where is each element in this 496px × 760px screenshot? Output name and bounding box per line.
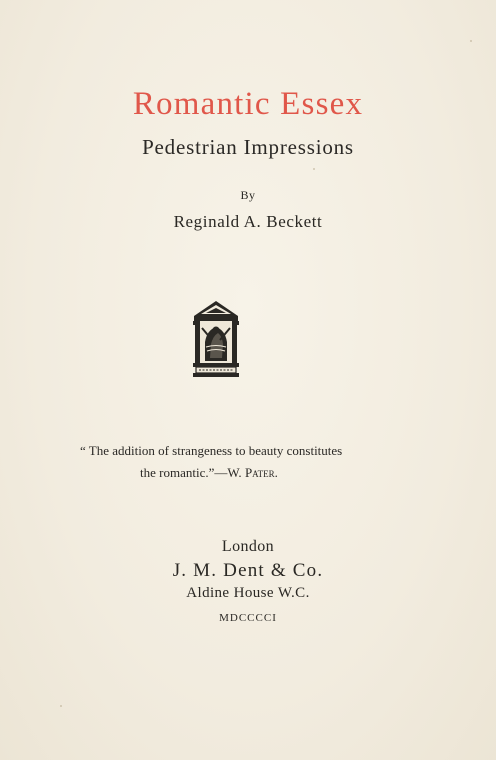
by-label: By	[240, 188, 256, 202]
book-title: Romantic Essex	[132, 86, 364, 122]
publisher-device-icon	[192, 300, 240, 378]
author-name: Reginald A. Beckett	[173, 212, 323, 231]
paper-speck	[313, 168, 315, 170]
book-subtitle: Pedestrian Impressions	[142, 135, 354, 159]
epigraph-attribution: Pater.	[244, 465, 278, 480]
imprint-year: MDCCCCI	[219, 612, 277, 624]
imprint-address: Aldine House W.C.	[186, 585, 310, 601]
epigraph-quote	[80, 440, 420, 484]
epigraph-line-1: “ The addition of strangeness to beauty constitutes	[80, 443, 343, 458]
paper-speck	[470, 40, 472, 42]
imprint-place: London	[221, 538, 275, 555]
imprint-publisher: J. M. Dent & Co.	[172, 560, 324, 581]
epigraph-line-2	[80, 462, 420, 484]
paper-speck	[60, 705, 62, 707]
epigraph-line-2-text: the romantic.”—W.	[140, 465, 245, 480]
